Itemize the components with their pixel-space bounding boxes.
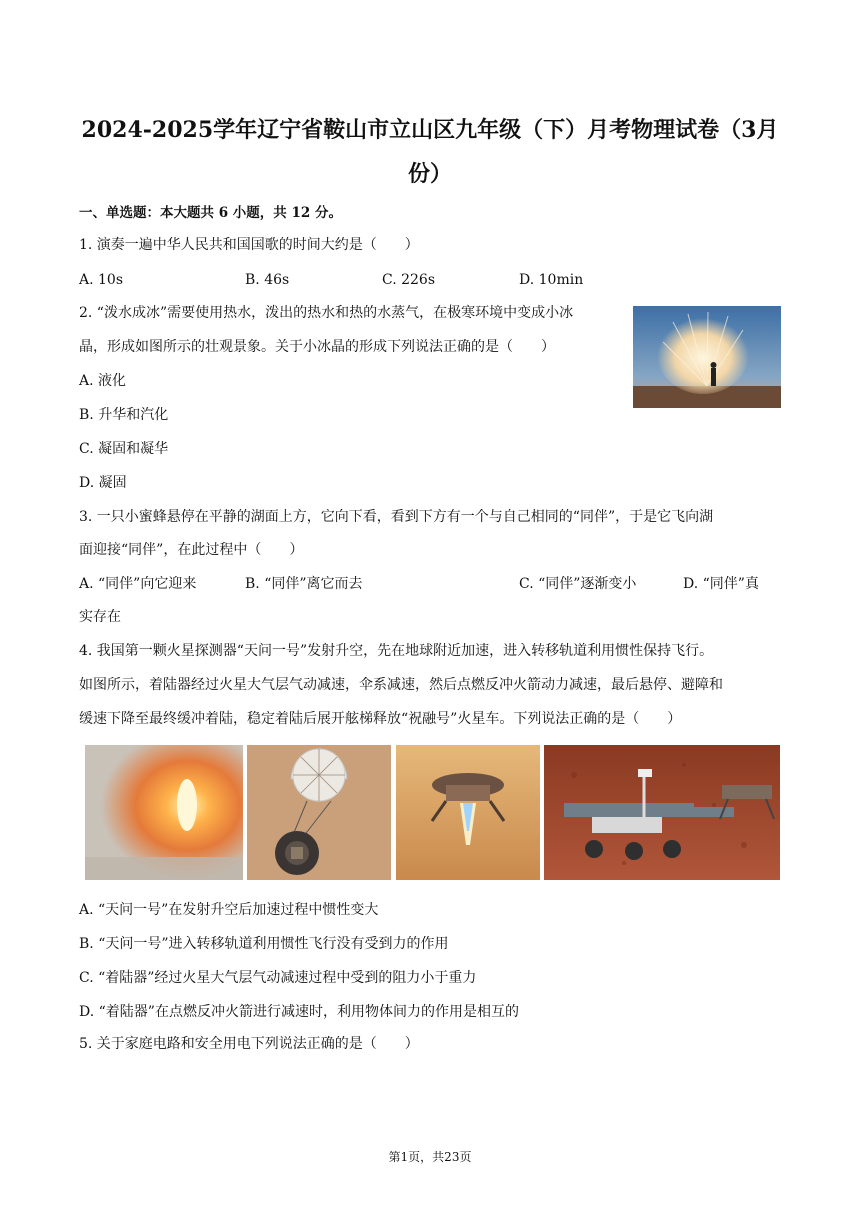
question-1-option-c: C. 226s: [382, 272, 436, 288]
question-1-option-d: D. 10min: [519, 272, 584, 288]
question-5-stem: 5. 关于家庭电路和安全用电下列说法正确的是（ ）: [79, 1036, 419, 1052]
page-footer: 第1页，共23页: [388, 1150, 472, 1164]
question-2-stem-line1: 2. “泼水成冰”需要使用热水，泼出的热水和热的水蒸气，在极寒环境中变成小冰: [79, 305, 574, 321]
exam-title-line2: 份）: [407, 161, 452, 187]
question-4-option-b: B. “天问一号”进入转移轨道利用惯性飞行没有受到力的作用: [79, 936, 449, 952]
water-to-ice-photo: [633, 306, 781, 408]
question-2-option-c: C. 凝固和凝华: [79, 441, 169, 457]
question-4-stem-line2: 如图所示，着陆器经过火星大气层气动减速，伞系减速，然后点燃反冲火箭动力减速，最后悬停、避障和: [79, 677, 723, 693]
section-heading: 一、单选题：本大题共 6 小题，共 12 分。: [79, 205, 342, 221]
question-3-option-d: D. “同伴”真: [683, 576, 759, 592]
question-4-option-d: D. “着陆器”在点燃反冲火箭进行减速时，利用物体间力的作用是相互的: [79, 1004, 519, 1020]
question-2-option-d: D. 凝固: [79, 475, 127, 491]
question-3-stem-line1: 3. 一只小蜜蜂悬停在平静的湖面上方，它向下看，看到下方有一个与自己相同的“同伴”，于是它飞向湖: [79, 509, 714, 525]
question-3-option-b: B. “同伴”离它而去: [245, 576, 363, 592]
powered-descent-photo: [396, 745, 540, 880]
rover-photo: [544, 745, 780, 880]
question-1-option-a: A. 10s: [79, 272, 124, 288]
question-3-option-c: C. “同伴”逐渐变小: [519, 576, 637, 592]
question-1-option-b: B. 46s: [245, 272, 290, 288]
parachute-descent-photo: [247, 745, 391, 880]
atmospheric-entry-photo: [85, 745, 243, 880]
exam-title-line1: 2024-2025学年辽宁省鞍山市立山区九年级（下）月考物理试卷（3月: [81, 117, 779, 143]
question-1-stem: 1. 演奏一遍中华人民共和国国歌的时间大约是（ ）: [79, 237, 419, 253]
question-3-stem-line2: 面迎接“同伴”，在此过程中（ ）: [79, 542, 304, 558]
question-4-option-c: C. “着陆器”经过火星大气层气动减速过程中受到的阻力小于重力: [79, 970, 477, 986]
question-2-option-a: A. 液化: [79, 373, 127, 389]
question-3-option-d-wrap: 实存在: [79, 609, 121, 625]
question-4-stem-line1: 4. 我国第一颗火星探测器“天问一号”发射升空，先在地球附近加速，进入转移轨道利用惯性保持飞行。: [79, 643, 714, 659]
question-3-option-a: A. “同伴”向它迎来: [79, 576, 197, 592]
question-2-option-b: B. 升华和汽化: [79, 407, 169, 423]
question-4-option-a: A. “天问一号”在发射升空后加速过程中惯性变大: [79, 902, 379, 918]
question-2-stem-line2: 晶，形成如图所示的壮观景象。关于小冰晶的形成下列说法正确的是（ ）: [79, 339, 555, 355]
question-4-stem-line3: 缓速下降至最终缓冲着陆，稳定着陆后展开舷梯释放“祝融号”火星车。下列说法正确的是（ ）: [79, 711, 682, 727]
